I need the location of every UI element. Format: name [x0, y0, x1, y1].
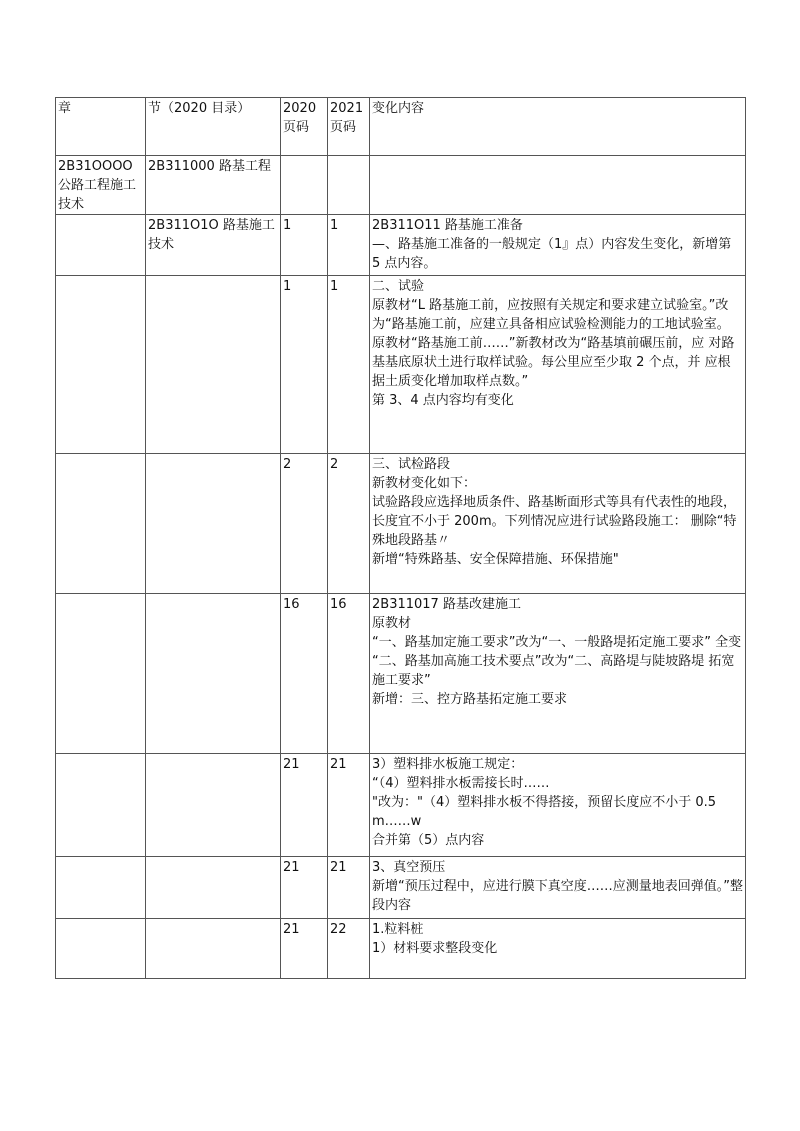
chapter-cell: [56, 594, 146, 754]
section-cell: [146, 857, 281, 919]
textbook-changes-table: [55, 97, 746, 979]
page-2021-cell: 21: [328, 754, 370, 857]
change-line: 合并第（5）点内容: [372, 833, 485, 848]
change-line: 2B311O11 路基施工准备: [372, 218, 523, 233]
table-row: [56, 215, 746, 276]
page-2020-cell: 16: [281, 594, 328, 754]
page-2021-cell: 22: [328, 919, 370, 979]
changes-cell: [370, 276, 746, 454]
section-cell: [146, 919, 281, 979]
change-line: 新教材变化如下：: [372, 476, 477, 491]
header-chapter: 章: [56, 98, 146, 156]
change-line: 原教材“路基施工前……”新教材改为“路基填前碾压前，应 对路基基底原状土进行取样试验。每公里应至少取 2 个点，并 应根据土质变化增加取样点数。”: [372, 336, 735, 389]
change-line: 试验路段应选择地质条件、路基断面形式等具有代表性的地段，长度宜不小于 200m。下列情况应进行试验路段施工： 删除“特殊地段路基〃: [372, 495, 737, 548]
table-row: [56, 754, 746, 857]
chapter-cell: 2B31OOOO 公路工程施工技术: [56, 156, 146, 215]
chapter-cell: [56, 857, 146, 919]
change-line: 三、试检路段: [372, 457, 451, 472]
section-cell: 2B311000 路基工程: [146, 156, 281, 215]
page-2020-cell: 1: [281, 276, 328, 454]
change-line: 3、真空预压: [372, 860, 446, 875]
table-header-row: [56, 98, 746, 156]
page-2021-cell: [328, 156, 370, 215]
page-2021-cell: 1: [328, 215, 370, 276]
section-cell: [146, 276, 281, 454]
change-line: 1）材料要求整段变化: [372, 941, 498, 956]
change-line: 1.粒料桩: [372, 922, 424, 937]
section-cell: [146, 594, 281, 754]
header-section: 节（2020 目录）: [146, 98, 281, 156]
header-page-2021: 2021 页码: [328, 98, 370, 156]
table-row: [56, 919, 746, 979]
chapter-cell: [56, 754, 146, 857]
section-cell: 2B311O1O 路基施工技术: [146, 215, 281, 276]
change-line: 原教材“L 路基施工前，应按照有关规定和要求建立试验室。”改为“路基施工前，应建立具备相应试验检测能力的工地试验室。: [372, 298, 730, 332]
table-row: [56, 276, 746, 454]
change-line: 新增“特殊路基、安全保障措施、环保措施": [372, 552, 619, 567]
page-2021-cell: 1: [328, 276, 370, 454]
change-line: 新增：三、控方路基拓定施工要求: [372, 692, 568, 707]
page-2020-cell: 21: [281, 857, 328, 919]
table-row: [56, 594, 746, 754]
change-line: 2B311017 路基改建施工: [372, 597, 521, 612]
header-changes: 变化内容: [370, 98, 746, 156]
change-line: "改为："（4）塑料排水板不得搭接，预留长度应不小于 0.5m……w: [372, 795, 717, 829]
change-line: 第 3、4 点内容均有变化: [372, 393, 514, 408]
page-2021-cell: 16: [328, 594, 370, 754]
chapter-cell: [56, 215, 146, 276]
page-2020-cell: 21: [281, 919, 328, 979]
changes-cell: [370, 919, 746, 979]
page-2020-cell: 2: [281, 454, 328, 594]
change-line: 二、试验: [372, 279, 425, 294]
change-line: “（4）塑料排水板需接长时……: [372, 776, 550, 791]
changes-cell: [370, 754, 746, 857]
page-2020-cell: 21: [281, 754, 328, 857]
page-2020-cell: [281, 156, 328, 215]
changes-cell: [370, 857, 746, 919]
chapter-cell: [56, 454, 146, 594]
change-line: “二、路基加高施工技术要点”改为“二、高路堤与陡坡路堤 拓宽施工要求”: [372, 654, 735, 688]
chapter-cell: [56, 919, 146, 979]
table-row: [56, 857, 746, 919]
changes-cell: [370, 594, 746, 754]
change-line: 新增“预压过程中，应进行膜下真空度……应测量地表回弹值。”整段内容: [372, 879, 743, 913]
section-cell: [146, 754, 281, 857]
table-row: [56, 454, 746, 594]
changes-cell: [370, 215, 746, 276]
change-line: “一、路基加定施工要求”改为“一、一般路堤拓定施工要求” 全变: [372, 635, 742, 650]
section-cell: [146, 454, 281, 594]
change-line: —、路基施工准备的一般规定（1』点）内容发生变化，新增第 5 点内容。: [372, 237, 732, 271]
page-2020-cell: 1: [281, 215, 328, 276]
chapter-cell: [56, 276, 146, 454]
changes-cell: [370, 156, 746, 215]
changes-cell: [370, 454, 746, 594]
change-line: 原教材: [372, 616, 412, 631]
page-2021-cell: 21: [328, 857, 370, 919]
table-row: [56, 156, 746, 215]
change-line: 3）塑料排水板施工规定：: [372, 757, 524, 772]
page-2021-cell: 2: [328, 454, 370, 594]
header-page-2020: 2020 页码: [281, 98, 328, 156]
